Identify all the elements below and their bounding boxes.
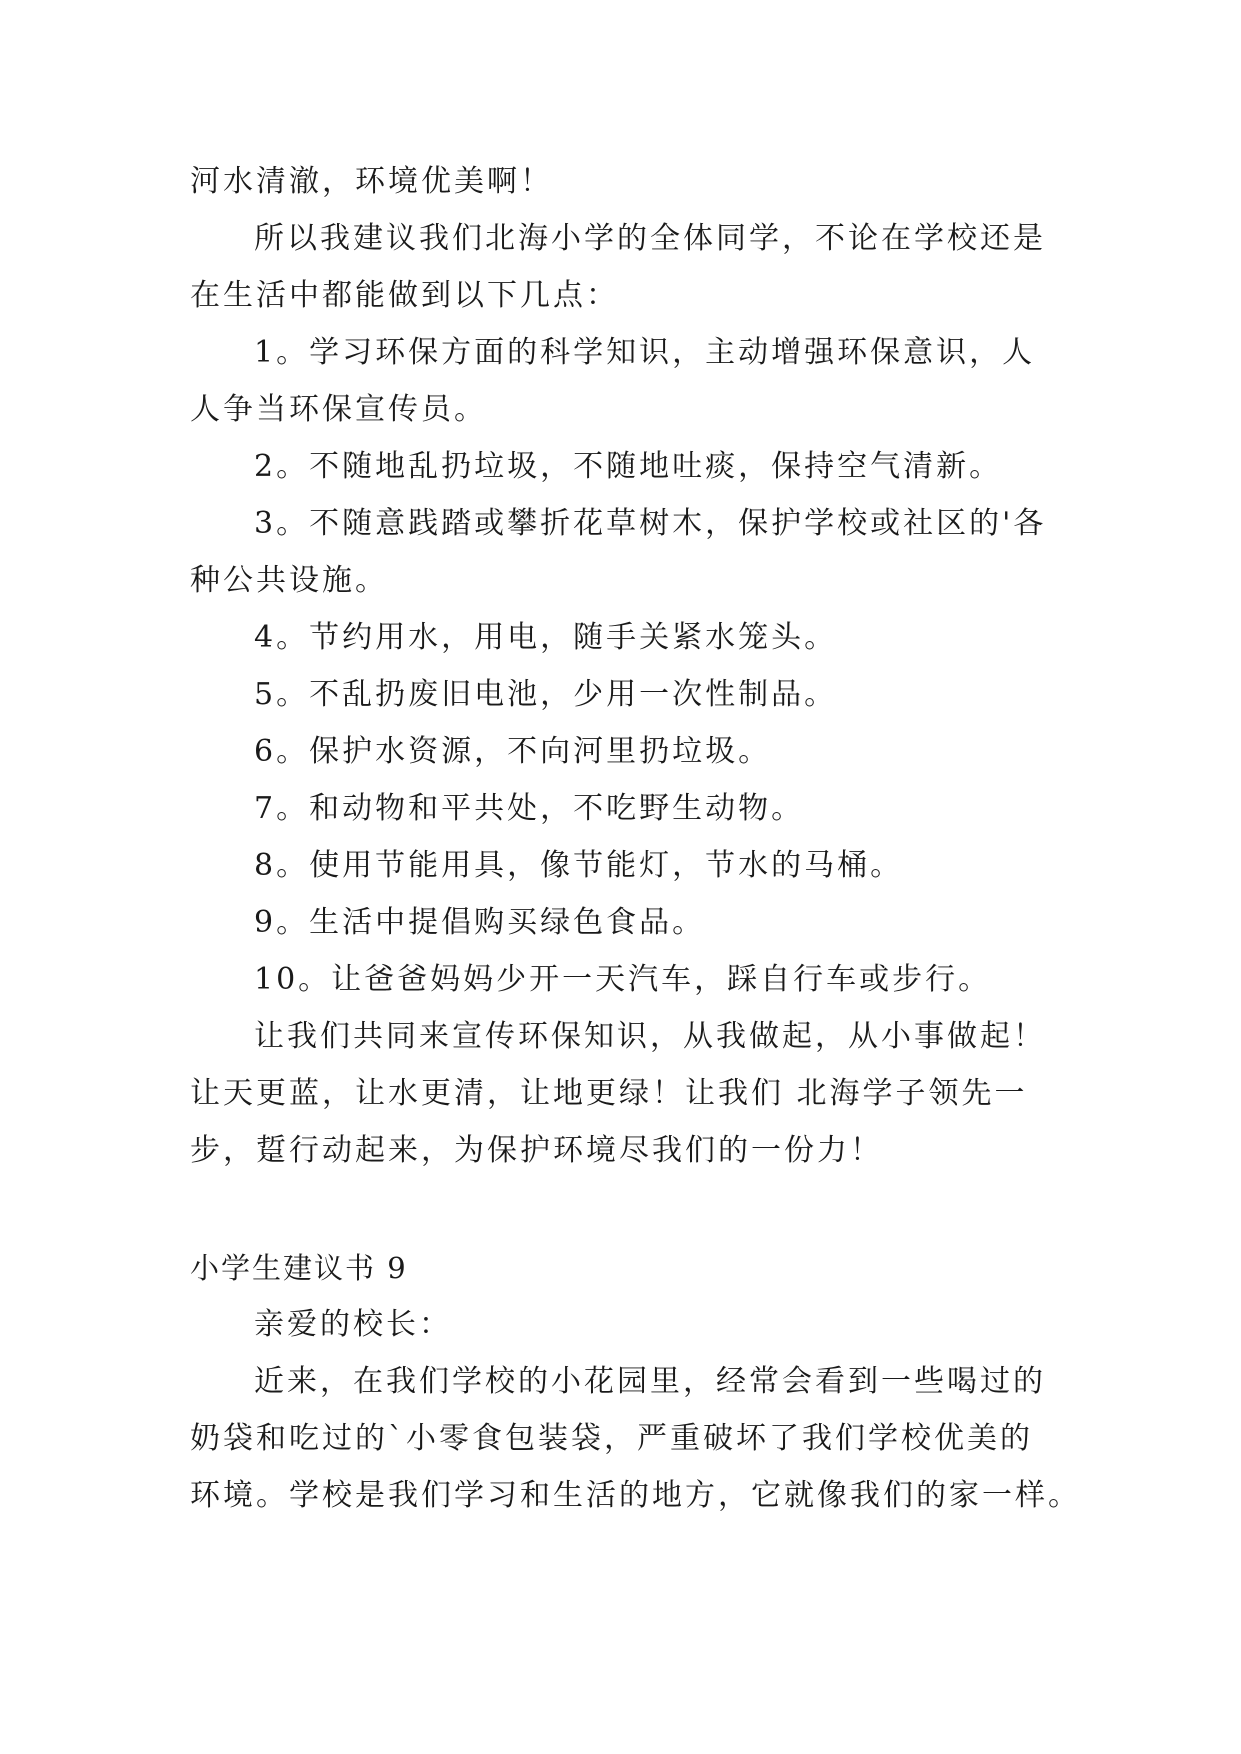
text-line: 让我们共同来宣传环保知识，从我做起，从小事做起！: [254, 1019, 1046, 1054]
text-line: 环境。学校是我们学习和生活的地方，它就像我们的家一样。: [190, 1478, 1081, 1513]
list-item: 4。节约用水，用电，随手关紧水笼头。: [254, 620, 838, 655]
list-item: 9。生活中提倡购买绿色食品。: [254, 905, 706, 940]
text-line: 种公共设施。: [190, 563, 388, 598]
text-line: 人争当环保宣传员。: [190, 392, 487, 427]
list-item: 3。不随意践踏或攀折花草树木，保护学校或社区的'各: [254, 506, 1047, 541]
list-item: 5。不乱扔废旧电池，少用一次性制品。: [254, 677, 838, 712]
text-line: 近来，在我们学校的小花园里，经常会看到一些喝过的: [254, 1364, 1046, 1399]
list-item: 8。使用节能用具，像节能灯，节水的马桶。: [254, 848, 904, 883]
list-item: 7。和动物和平共处，不吃野生动物。: [254, 791, 805, 826]
text-line: 让天更蓝，让水更清，让地更绿！让我们 北海学子领先一: [190, 1076, 1028, 1111]
section-heading: 小学生建议书 9: [190, 1251, 408, 1285]
text-line: 所以我建议我们北海小学的全体同学，不论在学校还是: [254, 221, 1046, 256]
text-line: 河水清澈，环境优美啊！: [190, 164, 553, 199]
list-item: 2。不随地乱扔垃圾，不随地吐痰，保持空气清新。: [254, 449, 1003, 484]
list-item: 6。保护水资源，不向河里扔垃圾。: [254, 734, 772, 769]
list-item: 1。学习环保方面的科学知识，主动增强环保意识，人: [254, 335, 1036, 370]
text-line: 奶袋和吃过的`小零食包装袋，严重破坏了我们学校优美的: [190, 1421, 1033, 1456]
text-line: 在生活中都能做到以下几点：: [190, 278, 619, 313]
salutation: 亲爱的校长：: [254, 1307, 452, 1342]
list-item: 10。让爸爸妈妈少开一天汽车，踩自行车或步行。: [254, 962, 992, 997]
text-line: 步，踅行动起来，为保护环境尽我们的一份力！: [190, 1133, 883, 1168]
